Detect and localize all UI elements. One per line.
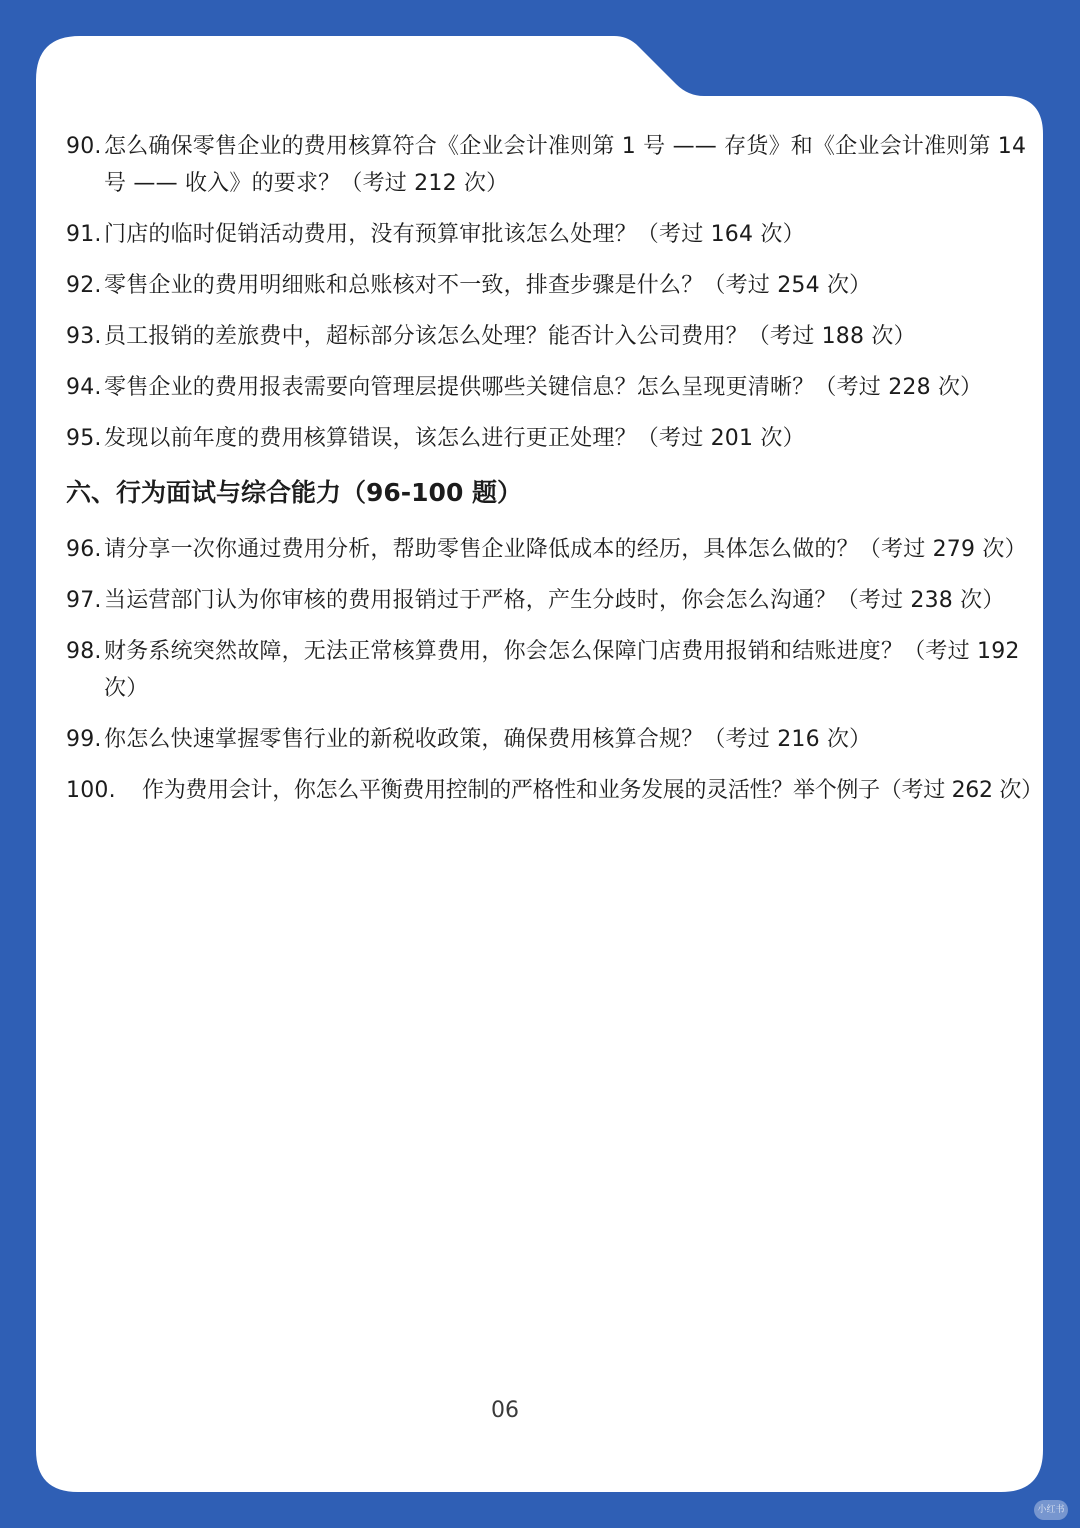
question-text: 零售企业的费用报表需要向管理层提供哪些关键信息？怎么呈现更清晰？（考过 228 次） xyxy=(104,375,983,400)
question-number: 96. xyxy=(66,537,102,562)
question-item-97 xyxy=(66,582,1036,619)
question-item-90 xyxy=(66,128,1036,202)
section-heading: 六、行为面试与综合能力（96-100 题） xyxy=(66,478,523,507)
question-number: 97. xyxy=(66,588,102,613)
question-number: 100. xyxy=(66,778,116,803)
question-item-92 xyxy=(66,267,1036,304)
question-text: 员工报销的差旅费中，超标部分该怎么处理？能否计入公司费用？（考过 188 次） xyxy=(104,324,916,349)
question-item-100 xyxy=(66,772,1043,809)
question-text: 零售企业的费用明细账和总账核对不一致，排查步骤是什么？（考过 254 次） xyxy=(104,273,872,298)
question-number: 95. xyxy=(66,426,102,451)
question-number: 99. xyxy=(66,727,102,752)
question-item-94 xyxy=(66,369,1036,406)
question-text: 当运营部门认为你审核的费用报销过于严格，产生分歧时，你会怎么沟通？（考过 238 次） xyxy=(104,588,1005,613)
question-text: 作为费用会计，你怎么平衡费用控制的严格性和业务发展的灵活性？举个例子（考过 262 次） xyxy=(142,778,1043,803)
question-number: 92. xyxy=(66,273,102,298)
question-number: 94. xyxy=(66,375,102,400)
question-item-93 xyxy=(66,318,1036,355)
question-number: 91. xyxy=(66,222,102,247)
question-list xyxy=(66,128,1043,823)
question-text: 门店的临时促销活动费用，没有预算审批该怎么处理？（考过 164 次） xyxy=(104,222,805,247)
question-item-96 xyxy=(66,531,1036,568)
question-item-99 xyxy=(66,721,1036,758)
question-text: 财务系统突然故障，无法正常核算费用，你会怎么保障门店费用报销和结账进度？（考过 192 次） xyxy=(104,639,1020,701)
question-number: 98. xyxy=(66,639,102,664)
watermark-logo: 小红书 xyxy=(1034,1500,1068,1520)
question-number: 90. xyxy=(66,134,102,159)
question-text: 请分享一次你通过费用分析，帮助零售企业降低成本的经历，具体怎么做的？（考过 279 次） xyxy=(104,537,1027,562)
question-text: 发现以前年度的费用核算错误，该怎么进行更正处理？（考过 201 次） xyxy=(104,426,805,451)
question-item-95 xyxy=(66,420,1036,457)
question-item-91 xyxy=(66,216,1036,253)
question-text: 你怎么快速掌握零售行业的新税收政策，确保费用核算合规？（考过 216 次） xyxy=(104,727,872,752)
question-number: 93. xyxy=(66,324,102,349)
page-number: 06 xyxy=(491,1398,519,1423)
question-text: 怎么确保零售企业的费用核算符合《企业会计准则第 1 号 —— 存货》和《企业会计准则第 14 号 —— 收入》的要求？（考过 212 次） xyxy=(104,134,1027,196)
question-item-98 xyxy=(66,633,1036,707)
